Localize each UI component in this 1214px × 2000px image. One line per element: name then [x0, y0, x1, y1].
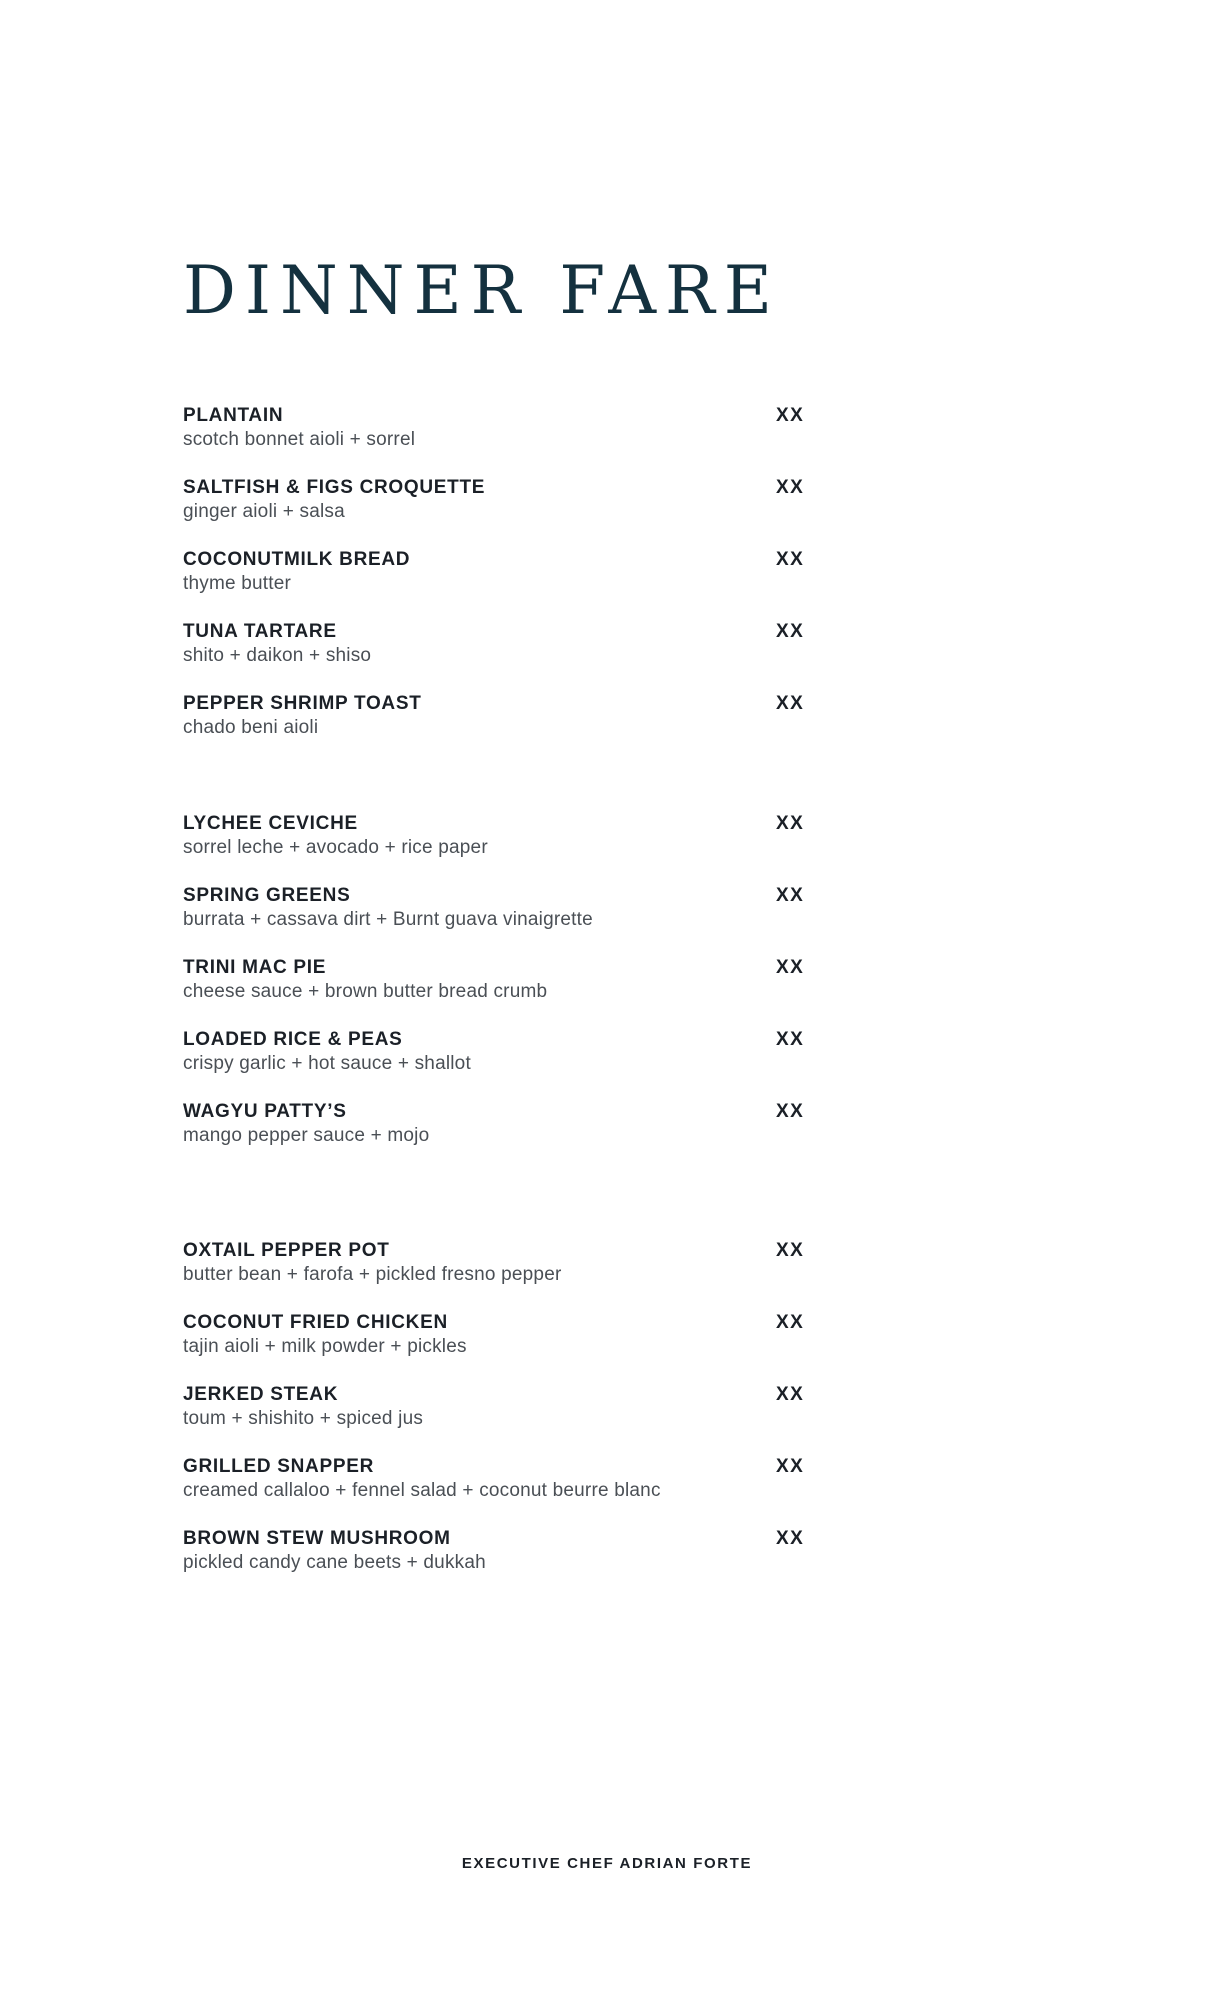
menu-item-description: scotch bonnet aioli + sorrel: [183, 429, 416, 450]
menu-item-description: crispy garlic + hot sauce + shallot: [183, 1053, 471, 1074]
menu-section-small-plates: [183, 812, 813, 1172]
menu-item-price: XX: [776, 957, 805, 978]
menu-item-name: GRILLED SNAPPER: [183, 1456, 375, 1477]
menu-item-price: XX: [776, 1528, 805, 1549]
menu-item: [183, 956, 813, 1028]
menu-item: [183, 620, 813, 692]
menu-title: DINNER FARE: [183, 252, 781, 329]
menu-item-price: XX: [776, 477, 805, 498]
menu-item-description: chado beni aioli: [183, 717, 319, 738]
menu-item-description: pickled candy cane beets + dukkah: [183, 1552, 486, 1573]
menu-item-price: XX: [776, 693, 805, 714]
menu-item-description: cheese sauce + brown butter bread crumb: [183, 981, 548, 1002]
menu-item-price: XX: [776, 1456, 805, 1477]
menu-item-description: shito + daikon + shiso: [183, 645, 372, 666]
menu-item-name: LOADED RICE & PEAS: [183, 1029, 403, 1050]
menu-item: [183, 1239, 813, 1311]
menu-item: [183, 884, 813, 956]
menu-item-price: XX: [776, 405, 805, 426]
menu-item-name: SPRING GREENS: [183, 885, 351, 906]
menu-item-description: creamed callaloo + fennel salad + coconut beurre blanc: [183, 1480, 661, 1501]
menu-item: [183, 476, 813, 548]
menu-item-name: PLANTAIN: [183, 405, 284, 426]
menu-item-description: thyme butter: [183, 573, 292, 594]
menu-item: [183, 692, 813, 764]
chef-credit: EXECUTIVE CHEF ADRIAN FORTE: [461, 1855, 753, 1872]
menu-section-mains: [183, 1239, 813, 1599]
menu-section-starters: [183, 404, 813, 764]
menu-item-name: WAGYU PATTY’S: [183, 1101, 347, 1122]
menu-item: [183, 1100, 813, 1172]
menu-item-name: SALTFISH & FIGS CROQUETTE: [183, 477, 486, 498]
menu-item-description: tajin aioli + milk powder + pickles: [183, 1336, 467, 1357]
menu-item-description: sorrel leche + avocado + rice paper: [183, 837, 488, 858]
menu-item-name: LYCHEE CEVICHE: [183, 813, 358, 834]
menu-item: [183, 548, 813, 620]
menu-item-name: JERKED STEAK: [183, 1384, 339, 1405]
menu-item-price: XX: [776, 885, 805, 906]
menu-item-name: OXTAIL PEPPER POT: [183, 1240, 390, 1261]
menu-item: [183, 1311, 813, 1383]
menu-item: [183, 1455, 813, 1527]
menu-item-price: XX: [776, 813, 805, 834]
menu-item-description: burrata + cassava dirt + Burnt guava vinaigrette: [183, 909, 593, 930]
menu-item-name: COCONUTMILK BREAD: [183, 549, 411, 570]
menu-item-name: TRINI MAC PIE: [183, 957, 327, 978]
menu-item-price: XX: [776, 1384, 805, 1405]
menu-item-name: TUNA TARTARE: [183, 621, 337, 642]
menu-item-description: toum + shishito + spiced jus: [183, 1408, 424, 1429]
menu-item-price: XX: [776, 621, 805, 642]
menu-item-price: XX: [776, 549, 805, 570]
menu-item: [183, 1383, 813, 1455]
menu-item: [183, 1527, 813, 1599]
menu-item: [183, 404, 813, 476]
menu-item: [183, 812, 813, 884]
menu-item-description: ginger aioli + salsa: [183, 501, 345, 522]
menu-item-price: XX: [776, 1312, 805, 1333]
menu-item-price: XX: [776, 1240, 805, 1261]
menu-item-name: COCONUT FRIED CHICKEN: [183, 1312, 448, 1333]
menu-item-description: butter bean + farofa + pickled fresno pepper: [183, 1264, 562, 1285]
menu-item-price: XX: [776, 1101, 805, 1122]
menu-item-name: PEPPER SHRIMP TOAST: [183, 693, 422, 714]
menu-item-description: mango pepper sauce + mojo: [183, 1125, 430, 1146]
menu-item: [183, 1028, 813, 1100]
menu-item-price: XX: [776, 1029, 805, 1050]
menu-item-name: BROWN STEW MUSHROOM: [183, 1528, 451, 1549]
